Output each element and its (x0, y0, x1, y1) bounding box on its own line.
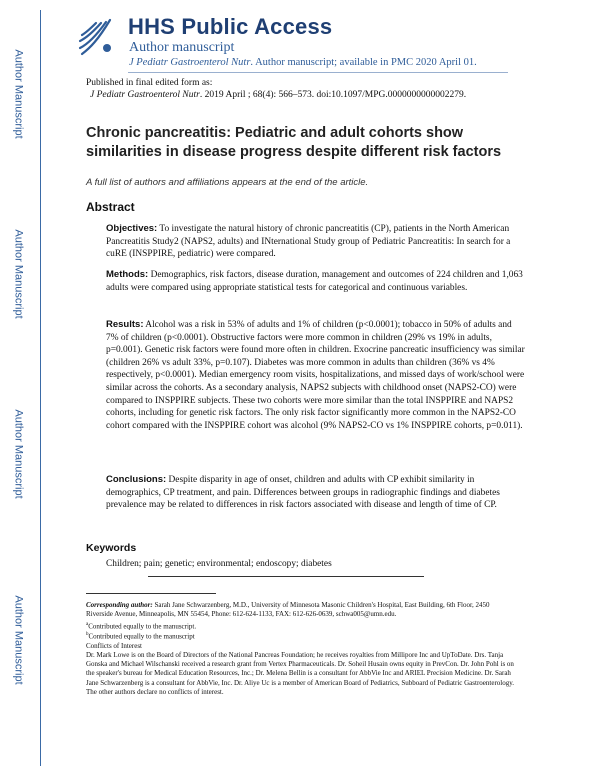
published-label: Published in final edited form as: (86, 78, 213, 88)
contrib-note-b: $^b$Contributed equally to the manuscript (86, 632, 195, 641)
corresponding-author: Corresponding author: Sarah Jane Schwarzenberg, M.D., University of Minnesota Masonic Children's Hospital, East Building, 6th Floor, 2450 Riverside Avenue, Minneapolis, MN 55454, Phone: 612-624-1133, FAX: 612-626-0639, schwa005@umn.edu. (86, 601, 490, 619)
conclusions-paragraph: Conclusions: Despite disparity in age of onset, children and adults with CP exhibit similarity in demographics, CP treatment, and pain. Differences between groups in radiographic findings and diabetes prevalence may be related to differences in risk factors associated with disease and length of time of CP. (106, 474, 500, 511)
keywords-divider (148, 576, 424, 577)
header-divider (128, 72, 508, 73)
keywords-text: Children; pain; genetic; environmental; endoscopy; diabetes (106, 559, 332, 569)
hhs-eagle-logo-icon (76, 14, 116, 58)
side-label-1: Author Manuscript (13, 49, 26, 139)
abstract-heading: Abstract (86, 200, 135, 214)
side-label-3: Author Manuscript (13, 409, 26, 499)
brand-title: HHS Public Access (128, 14, 333, 39)
side-label-2: Author Manuscript (13, 229, 26, 319)
article-title: Chronic pancreatitis: Pediatric and adult cohorts show similarities in disease progress despite different risk factors (86, 125, 502, 160)
availability-line: J Pediatr Gastroenterol Nutr. Author manuscript; available in PMC 2020 April 01. (129, 57, 477, 68)
conflicts-text: Dr. Mark Lowe is on the Board of Directors of the National Pancreas Foundation; he receives royalties from Millipore Inc and UpToDate. Drs. Tanja Gonska and Michael Wilschanski received a research grant from Vertex Pharmaceuticals. Dr. Soheil Husain owns equity in PrevCon. Dr. John Pohl is on the speaker's bureau for Medical Education Resources, Inc.; Dr. Melena Bellin is a consultant for AbbVie Inc and ARIEL Precision Medicine. Dr. Sarah Jane Schwarzenberg is a consultant for AbbVie, Inc. Dr. Aliye Uc is a member of American Board of Pediatrics, Subboard of Pediatric Gastroenterology. The other authors declare no conflicts of interest. (86, 651, 515, 696)
results-paragraph: Results: Alcohol was a risk in 53% of adults and 1% of children (p<0.0001); tobacco in 50% of adults and 7% of children (p<0.0001). Obstructive factors were more common in children (29% vs 19% in adults, p=0.001). Genetic risk factors were found more often in children. Exocrine pancreatic insufficiency was similar (children 26% vs adult 33%, p=0.107). Diabetes was more common in adults than children (36% vs 4% respectively, p<0.0001). Median emergency room visits, hospitalizations, and missed days of work/school were similar across the cohorts. As a secondary analysis, NAPS2 subjects with childhood onset (NAPS2-CO) were compared to INSPPIRE subjects. These two cohorts were more similar than the total INSPPIRE and NAPS2 cohorts, including for genetic risk factors. The only risk factor significantly more common in the NAPS2-CO cohort compared with the INSPPIRE cohort was alcohol (9% NAPS2-CO vs 1% INSPPIRE cohorts, p=0.011). (106, 319, 525, 431)
footnote-divider (86, 593, 216, 594)
side-label-4: Author Manuscript (13, 595, 26, 685)
authors-note: A full list of authors and affiliations appears at the end of the article. (86, 177, 369, 188)
methods-paragraph: Methods: Demographics, risk factors, disease duration, management and outcomes of 224 children and 1,063 adults were compared using appropriate statistical tests for categorical and continuous variables. (106, 269, 523, 293)
citation-line: J Pediatr Gastroenterol Nutr. 2019 April ; 68(4): 566–573. doi:10.1097/MPG.0000000000002279. (90, 90, 467, 100)
objectives-paragraph: Objectives: To investigate the natural history of chronic pancreatitis (CP), patients in the North American Pancreatitis Study2 (NAPS2, adults) and INternational Study group of Pediatric Pancreatitis: In search for a cuRE (INSPPIRE, pediatric) were compared. (106, 223, 511, 260)
manuscript-label: Author manuscript (129, 40, 235, 55)
conflicts-heading: Conflicts of Interest (86, 642, 142, 650)
contrib-note-a: $^a$Contributed equally to the manuscript. (86, 622, 197, 631)
margin-rule (40, 10, 41, 766)
keywords-heading: Keywords (86, 542, 137, 554)
